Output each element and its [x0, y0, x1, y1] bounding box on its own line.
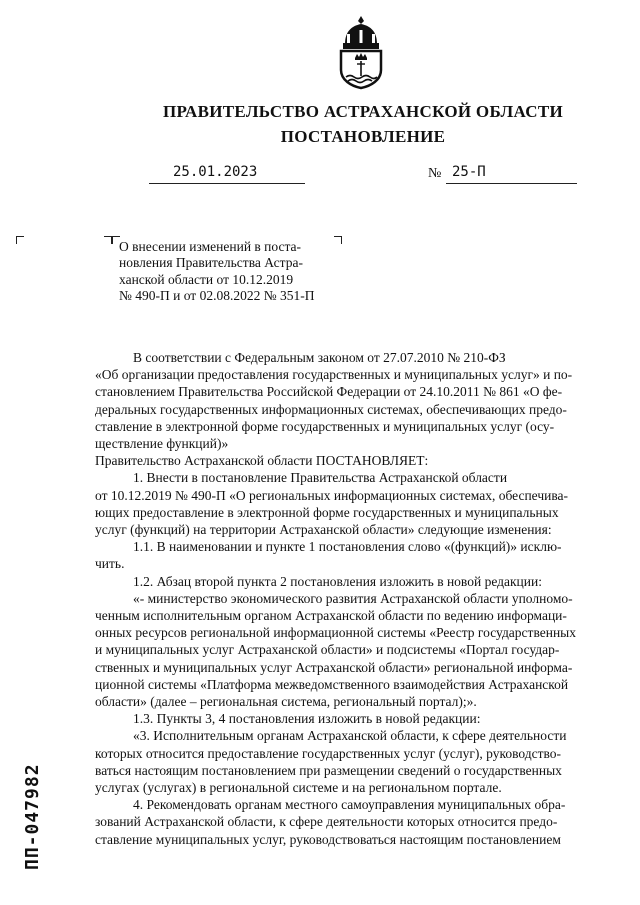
body-line: ционной системы «Платформа межведомственного взаимодействия Астраханской: [95, 676, 569, 692]
subject-line: ханской области от 10.12.2019: [119, 271, 294, 287]
number-sign: №: [428, 166, 442, 181]
subject-line: новления Правительства Астра-: [119, 255, 303, 271]
document-type-title: ПОСТАНОВЛЕНИЕ: [280, 127, 446, 146]
side-registration-stamp: ПП-047982: [22, 763, 43, 870]
document-subject: [119, 239, 333, 305]
document-date-field: [149, 163, 305, 184]
body-line: которых относится предоставление государственных услуг (услуг), руководство-: [95, 745, 561, 761]
body-line: 1.2. Абзац второй пункта 2 постановления изложить в новой редакции:: [133, 573, 542, 589]
body-line: деральных государственных информационных системах, обеспечивающих предо-: [95, 401, 567, 417]
body-line: ществление функций)»: [95, 436, 229, 452]
subject-corner-mark: [334, 236, 342, 244]
subject-line: О внесении изменений в поста-: [119, 239, 302, 254]
organization-title: ПРАВИТЕЛЬСТВО АСТРАХАНСКОЙ ОБЛАСТИ: [163, 102, 563, 121]
astrakhan-coat-of-arms-icon: [331, 14, 391, 90]
body-line: Правительство Астраханской области ПОСТАНОВЛЯЕТ:: [95, 453, 429, 469]
body-line: В соответствии с Федеральным законом от 27.07.2010 № 210-ФЗ: [133, 350, 506, 365]
body-line: и муниципальных услуг Астраханской области» и подсистемы «Портал государ-: [95, 642, 560, 658]
document-body: [95, 349, 614, 848]
subject-line: № 490-П и от 02.08.2022 № 351-П: [119, 288, 315, 304]
body-line: «3. Исполнительным органам Астраханской области, к сфере деятельности: [133, 728, 567, 744]
body-line: услугах (услугах) в региональной системе и на региональном портале.: [95, 780, 502, 796]
body-line: «Об организации предоставления государственных и муниципальных услуг» и по-: [95, 367, 573, 383]
body-line: «- министерство экономического развития Астраханской области уполномо-: [133, 590, 573, 606]
body-line: 1.3. Пункты 3, 4 постановления изложить в новой редакции:: [133, 711, 481, 727]
body-line: от 10.12.2019 № 490-П «О региональных информационных системах, обеспечива-: [95, 487, 569, 503]
subject-corner-mark: [104, 236, 112, 244]
body-line: 4. Рекомендовать органам местного самоуправления муниципальных обра-: [133, 797, 566, 813]
body-line: 1. Внести в постановление Правительства Астраханской области: [133, 470, 508, 486]
body-line: услуг (функций) на территории Астраханской области» следующие изменения:: [95, 522, 552, 538]
body-line: онных ресурсов региональной информационной системы «Реестр государственных: [95, 625, 576, 641]
body-line: ченным исполнительным органом Астраханской области по ведению информаци-: [95, 608, 567, 624]
document-number-field: [446, 163, 577, 184]
body-line: чить.: [95, 556, 125, 572]
document-number: 25-П: [452, 164, 486, 180]
body-line: зований Астраханской области, к сфере деятельности которых относится предо-: [95, 814, 558, 830]
body-line: ваться настоящим постановлением при размещении сведений о государственных: [95, 762, 562, 778]
body-line: становлением Правительства Российской Федерации от 24.10.2011 № 861 «О фе-: [95, 384, 563, 400]
document-date: 25.01.2023: [173, 164, 258, 180]
body-line: 1.1. В наименовании и пункте 1 постановления слово «(функций)» исклю-: [133, 539, 562, 555]
body-line: ставление муниципальных услуг, руководствоваться настоящим постановлением: [95, 831, 561, 847]
body-line: ственных и муниципальных услуг Астраханской области» региональной информа-: [95, 659, 573, 675]
body-line: области» (далее – региональная система, региональный портал);».: [95, 694, 477, 710]
body-line: ставление в электронной форме государственных и муниципальных услуг (осу-: [95, 418, 555, 434]
margin-corner-mark: [16, 236, 24, 244]
body-line: ющих предоставление в электронной форме государственных и муниципальных: [95, 504, 559, 520]
